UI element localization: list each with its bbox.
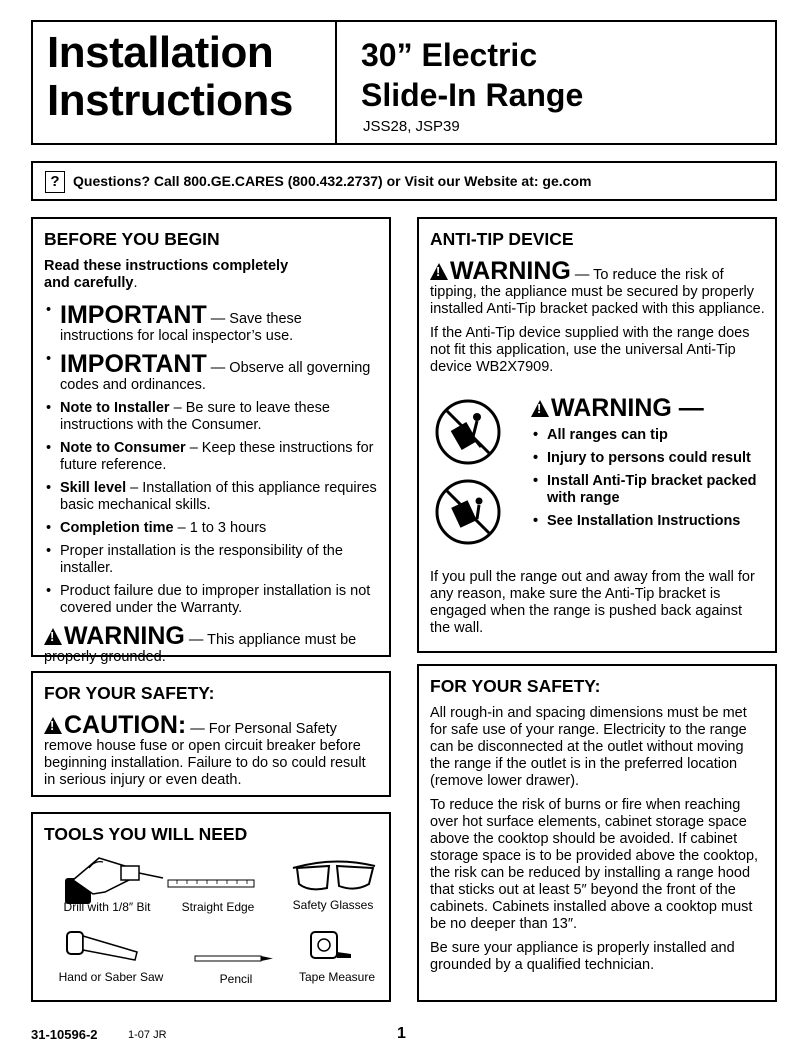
skill-text: – Installation of this appliance requires basic mechanical skills. xyxy=(60,480,377,513)
warning-icon xyxy=(531,400,549,417)
list-item: • Install Anti-Tip bracket packed with range xyxy=(531,473,765,507)
doc-title-line1: Installation xyxy=(47,28,274,77)
installed-text: Be sure your appliance is properly installed and grounded by a qualified technician. xyxy=(430,940,735,973)
skill-label: Skill level xyxy=(60,480,127,496)
list-item xyxy=(44,400,379,434)
time-label: Completion time xyxy=(60,520,174,536)
page-number: 1 xyxy=(397,1025,406,1042)
tool-label: Pencil xyxy=(219,972,253,986)
note-consumer-label: Note to Consumer xyxy=(60,440,186,456)
tool-label: Straight Edge xyxy=(181,900,255,914)
rough-in-text: All rough-in and spacing dimensions must be met for safe use of your range. Electricity to the range can be disconnected at the outlet without moving the range if the outlet is in the preferred location (remove lower drawer). xyxy=(430,705,747,789)
warning-text: — To reduce the risk of tipping, the appliance must be secured by properly installed Anti-Tip bracket packed with this appliance. xyxy=(430,267,765,317)
straight-edge-icon xyxy=(167,878,257,890)
list-item xyxy=(44,302,379,345)
product-title-line1: 30” Electric xyxy=(361,37,538,73)
list-item xyxy=(44,351,379,394)
questions-bar xyxy=(31,161,777,201)
warning-icon xyxy=(44,717,62,734)
tool-label: Hand or Saber Saw xyxy=(58,970,164,984)
warning-label: WARNING xyxy=(551,394,672,422)
caution-text: — For Personal Safety remove house fuse or open circuit breaker before beginning installation. Failure to do so could result in serious injury or even death. xyxy=(44,721,366,788)
list-item xyxy=(44,543,379,577)
warning-label: WARNING xyxy=(64,622,185,650)
title-box xyxy=(31,20,337,145)
caution-label: CAUTION: xyxy=(64,711,187,739)
section-title: FOR YOUR SAFETY: xyxy=(44,683,215,703)
list-item: • See Installation Instructions xyxy=(531,513,765,530)
safety-left-section xyxy=(31,671,391,797)
product-title-line2: Slide-In Range xyxy=(361,77,584,113)
antitip-warning xyxy=(430,258,765,318)
burns-text: To reduce the risk of burns or fire when reaching over hot surface elements, cabinet storage space above the cooktop should be avoided. If cabinet storage space is to be provided above the cooktop, the risk can be reduced by installing a range hood that sticks out at least 5″ beyond the front of the cabinets. Cabinets installed above a cooktop must be no deeper than 13″. xyxy=(430,797,759,932)
tool-label: Safety Glasses xyxy=(292,898,374,912)
pull-range-text: If you pull the range out and away from the wall for any reason, make sure the Anti-Tip bracket is engaged when the range is pushed back against the wall. xyxy=(430,569,755,636)
document-date: 1-07 JR xyxy=(128,1029,167,1041)
list-item xyxy=(44,520,379,537)
list-item xyxy=(44,480,379,514)
note-installer-label: Note to Installer xyxy=(60,400,170,416)
tip-warning-heading xyxy=(531,395,765,421)
section-title: ANTI-TIP DEVICE xyxy=(430,229,574,249)
range-tip-child-warning-icon xyxy=(433,477,503,547)
failure-text: Product failure due to improper installation is not covered under the Warranty. xyxy=(60,583,371,616)
caution-text-block xyxy=(44,712,379,789)
read-dot: . xyxy=(133,275,138,291)
universal-device-text: If the Anti-Tip device supplied with the range does not fit this application, use the universal Anti-Tip device WB2X7909. xyxy=(430,325,750,375)
doc-title-line2: Instructions xyxy=(47,76,293,125)
time-text: – 1 to 3 hours xyxy=(173,520,267,536)
before-you-begin-section xyxy=(31,217,391,665)
range-tip-warning-icon xyxy=(433,397,503,467)
important-text: — Save these instructions for local inspector’s use. xyxy=(60,311,302,344)
proper-text: Proper installation is the responsibility of the installer. xyxy=(60,543,343,576)
list-item xyxy=(44,583,379,617)
warning-text: — This appliance must be properly grounded. xyxy=(44,632,357,665)
saw-icon xyxy=(63,926,143,966)
note-installer-text: – Be sure to leave these instructions with the Consumer. xyxy=(60,400,330,433)
section-title: BEFORE YOU BEGIN xyxy=(44,229,220,249)
ground-warning xyxy=(44,623,379,666)
tools-section xyxy=(31,812,391,1002)
pencil-icon xyxy=(193,954,275,964)
question-icon: ? xyxy=(45,171,65,193)
tool-label: Tape Measure xyxy=(298,970,376,984)
important-label: IMPORTANT xyxy=(60,350,207,378)
tip-warning-list xyxy=(531,395,765,536)
read-text: Read these instructions completely and carefully xyxy=(44,258,289,291)
important-text: — Observe all governing codes and ordinances. xyxy=(60,360,371,393)
anti-tip-section xyxy=(417,217,777,653)
list-item: • Injury to persons could result xyxy=(531,450,765,467)
tool-label: Drill with 1/8″ Bit xyxy=(63,900,151,914)
questions-text: Questions? Call 800.GE.CARES (800.432.2737) or Visit our Website at: ge.com xyxy=(73,173,592,189)
important-label: IMPORTANT xyxy=(60,301,207,329)
tape-measure-icon xyxy=(305,926,355,966)
document-code: 31-10596-2 xyxy=(31,1027,98,1042)
model-numbers: JSS28, JSP39 xyxy=(363,118,460,135)
read-instructions xyxy=(44,258,314,292)
warning-label: WARNING xyxy=(450,257,571,285)
section-title: FOR YOUR SAFETY: xyxy=(430,676,601,696)
safety-right-section xyxy=(417,664,777,1002)
section-title: TOOLS YOU WILL NEED xyxy=(44,824,248,844)
warning-icon xyxy=(44,628,62,645)
safety-glasses-icon xyxy=(289,854,379,894)
product-box xyxy=(335,20,777,145)
list-item xyxy=(44,440,379,474)
note-consumer-text: – Keep these instructions for future reference. xyxy=(60,440,374,473)
list-item: • All ranges can tip xyxy=(531,427,765,444)
warning-icon xyxy=(430,263,448,280)
warning-dash: — xyxy=(671,394,704,422)
